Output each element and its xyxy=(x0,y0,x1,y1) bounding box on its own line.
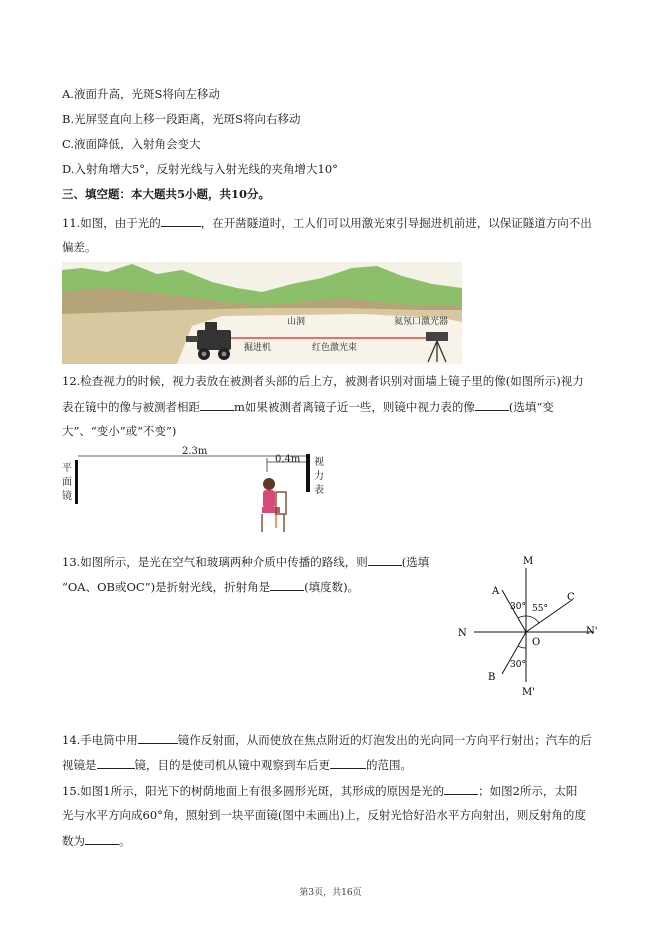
label-m: M xyxy=(523,556,534,567)
q15-line3: 数为 。 xyxy=(62,834,131,848)
option-b: B.光屏竖直向上移一段距离，光斑S将向右移动 xyxy=(62,112,301,126)
label-a: A xyxy=(492,586,500,597)
answer-blank[interactable] xyxy=(85,832,119,845)
option-a: A.液面升高，光斑S将向左移动 xyxy=(62,87,220,101)
answer-blank[interactable] xyxy=(444,782,478,795)
answer-blank[interactable] xyxy=(161,214,201,227)
option-d: D.入射角增大5°，反射光线与入射光线的夹角增大10° xyxy=(62,162,338,176)
label-b: B xyxy=(488,672,496,683)
mirror-bar xyxy=(75,460,78,504)
q12-line3: 大”、“变小”或“不变”) xyxy=(62,424,177,438)
answer-blank[interactable] xyxy=(330,756,366,769)
answer-blank[interactable] xyxy=(97,756,135,769)
q14-line1: 14.手电筒中用 镜作反射面，从而使放在焦点附近的灯泡发出的光向同一方向平行射出；汽车的后 xyxy=(62,733,592,747)
section-heading: 三、填空题：本大题共5小题，共10分。 xyxy=(62,187,271,201)
eye-test-figure xyxy=(62,446,342,544)
laser-device-label: 氦氖口激光器 xyxy=(394,317,449,327)
answer-blank[interactable] xyxy=(475,398,509,411)
angle-arc-1 xyxy=(518,616,526,618)
answer-blank[interactable] xyxy=(200,398,234,411)
tunnel-figure xyxy=(62,262,462,364)
q14-line2: 视镜是 镜，目的是使司机从镜中观察到车后更 的范围。 xyxy=(62,758,412,772)
option-c: C.液面降低，入射角会变大 xyxy=(62,137,201,151)
chart-bar xyxy=(306,454,310,492)
q11-line2: 偏差。 xyxy=(62,240,97,254)
angle-label-2: 55° xyxy=(532,604,548,614)
answer-blank[interactable] xyxy=(270,578,304,591)
page-footer: 第3页，共16页 xyxy=(299,888,362,898)
angle-label-3: 30° xyxy=(510,660,526,670)
cave-label: 山洞 xyxy=(287,317,306,327)
q15-line2: 光与水平方向成60°角，照射到一块平面镜(图中未画出)上，反射光恰好沿水平方向射出，则反射角的度 xyxy=(62,808,586,822)
q13-line2: “OA、OB或OC”)是折射光线，折射角是 (填度数)。 xyxy=(62,580,360,594)
angle-arc-3 xyxy=(518,646,526,648)
answer-blank[interactable] xyxy=(368,553,402,566)
q11-line1: 11.如图，由于光的 ，在开凿隧道时，工人们可以用激光束引导掘进机前进，以保证隧道方向不出 xyxy=(62,216,592,230)
refraction-diagram xyxy=(452,550,612,700)
q12-line1: 12.检查视力的时候，视力表放在被测者头部的后上方，被测者识别对面墙上镜子里的像(如图所示)视力 xyxy=(62,374,584,388)
distance-small-label: 0.4m xyxy=(275,454,301,465)
eye-test-drawing xyxy=(62,452,342,544)
girl-on-chair-icon xyxy=(262,478,286,532)
label-n-prime: N' xyxy=(586,626,598,637)
label-n: N xyxy=(458,628,467,639)
mirror-label: 平面镜 xyxy=(62,463,72,502)
angle-label-1: 30° xyxy=(510,602,526,612)
answer-blank[interactable] xyxy=(138,731,178,744)
q15-line1: 15.如图1所示，阳光下的树荫地面上有很多圆形光斑，其形成的原因是光的 ；如图2所示，太阳 xyxy=(62,784,578,798)
label-c: C xyxy=(567,592,575,603)
beam-label: 红色激光束 xyxy=(312,343,358,353)
label-o: O xyxy=(532,637,541,648)
q12-line2: 表在镜中的像与被测者相距 m如果被测者离镜子近一些，则镜中视力表的像 (选填“变 xyxy=(62,400,554,414)
chart-label: 视力表 xyxy=(314,457,324,496)
distance-total-label: 2.3m xyxy=(182,446,208,457)
angle-arc-2 xyxy=(526,616,539,623)
q13-line1: 13.如图所示，是光在空气和玻璃两种介质中传播的路线，则 (选填 xyxy=(62,555,430,569)
machine-label: 掘进机 xyxy=(244,343,272,353)
label-m-prime: M' xyxy=(522,687,535,698)
